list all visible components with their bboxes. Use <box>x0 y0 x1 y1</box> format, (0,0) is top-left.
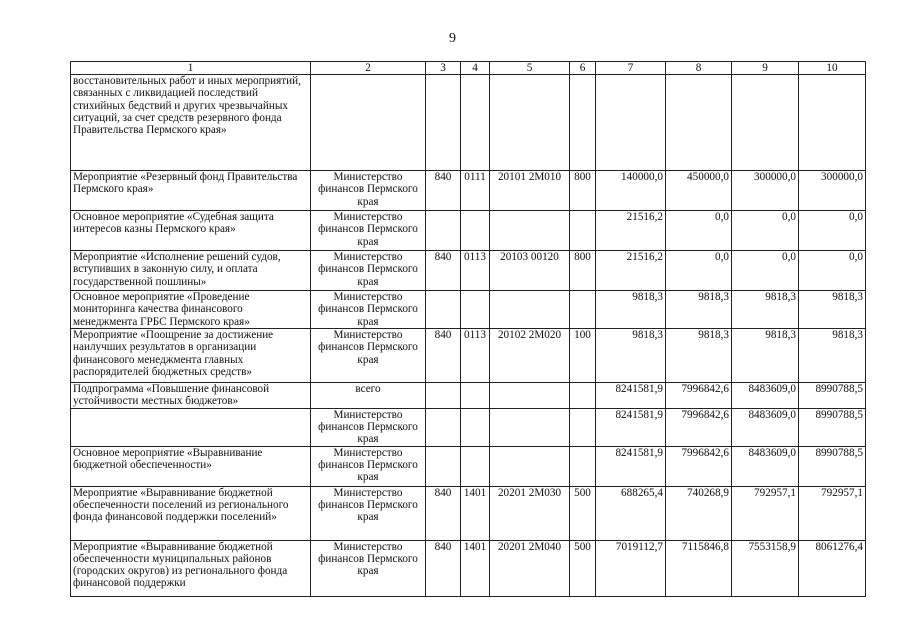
table-cell-col2 <box>311 75 426 171</box>
table-cell-col9: 8483609,0 <box>732 446 799 486</box>
table-row <box>71 211 866 251</box>
table-cell-col1: Мероприятие «Исполнение решений судов, вступивших в законную силу, и оплата государственной пошлины» <box>71 251 311 291</box>
table-cell-col9: 9818,3 <box>732 291 799 329</box>
table-cell-col6: 500 <box>570 540 596 596</box>
table-cell-col3 <box>426 383 461 409</box>
table-row <box>71 251 866 291</box>
table-cell-col7: 9818,3 <box>596 291 666 329</box>
table-cell-col5: 20103 00120 <box>490 251 570 291</box>
table-row <box>71 446 866 486</box>
table-cell-col4 <box>461 383 490 409</box>
header-cell: 9 <box>732 62 799 75</box>
table-cell-col7: 140000,0 <box>596 171 666 211</box>
table-cell-col10: 8990788,5 <box>799 446 866 486</box>
header-cell: 2 <box>311 62 426 75</box>
page-number: 9 <box>449 31 456 46</box>
table-row <box>71 486 866 540</box>
table-cell-col7: 8241581,9 <box>596 408 666 446</box>
table-cell-col6 <box>570 408 596 446</box>
table-cell-col4: 0113 <box>461 251 490 291</box>
table-row <box>71 171 866 211</box>
header-cell: 5 <box>490 62 570 75</box>
table-cell-col1: Подпрограмма «Повышение финансовой устойчивости местных бюджетов» <box>71 383 311 409</box>
table-cell-col4: 0111 <box>461 171 490 211</box>
table-cell-col6: 800 <box>570 171 596 211</box>
table-cell-col7: 8241581,9 <box>596 383 666 409</box>
table-cell-col6 <box>570 446 596 486</box>
header-cell: 8 <box>666 62 732 75</box>
table-cell-col8: 7996842,6 <box>666 383 732 409</box>
table-cell-col3: 840 <box>426 171 461 211</box>
table-cell-col10: 0,0 <box>799 251 866 291</box>
table-cell-col2: Министерство финансов Пермского края <box>311 291 426 329</box>
table-cell-col8: 7996842,6 <box>666 446 732 486</box>
table-cell-col7: 21516,2 <box>596 251 666 291</box>
table-cell-col10: 300000,0 <box>799 171 866 211</box>
table-cell-col5 <box>490 211 570 251</box>
table-cell-col9: 9818,3 <box>732 329 799 383</box>
table-cell-col7: 21516,2 <box>596 211 666 251</box>
table-cell-col6 <box>570 383 596 409</box>
table-cell-col9: 8483609,0 <box>732 408 799 446</box>
table-cell-col3 <box>426 211 461 251</box>
table-cell-col7 <box>596 75 666 171</box>
table-cell-col9 <box>732 75 799 171</box>
table-cell-col10: 792957,1 <box>799 486 866 540</box>
table-cell-col5: 20102 2М020 <box>490 329 570 383</box>
table-cell-col3 <box>426 446 461 486</box>
table-cell-col2: Министерство финансов Пермского края <box>311 329 426 383</box>
table-cell-col1: Мероприятие «Выравнивание бюджетной обеспеченности муниципальных районов (городских округов) из регионального фонда финансовой поддержки <box>71 540 311 596</box>
table-cell-col7: 8241581,9 <box>596 446 666 486</box>
table-cell-col7: 688265,4 <box>596 486 666 540</box>
table-cell-col6: 100 <box>570 329 596 383</box>
table-cell-col3: 840 <box>426 251 461 291</box>
table-cell-col6 <box>570 291 596 329</box>
table-cell-col9: 792957,1 <box>732 486 799 540</box>
table-cell-col10 <box>799 75 866 171</box>
table-cell-col8: 9818,3 <box>666 291 732 329</box>
table-cell-col1 <box>71 408 311 446</box>
table-cell-col8: 450000,0 <box>666 171 732 211</box>
table-cell-col10: 8990788,5 <box>799 408 866 446</box>
table-cell-col4: 1401 <box>461 486 490 540</box>
table-cell-col7: 7019112,7 <box>596 540 666 596</box>
table-row <box>71 408 866 446</box>
table-cell-col5 <box>490 75 570 171</box>
table-cell-col4 <box>461 75 490 171</box>
table-cell-col9: 8483609,0 <box>732 383 799 409</box>
table-cell-col3: 840 <box>426 486 461 540</box>
table-cell-col1: восстановительных работ и иных мероприятий, связанных с ликвидацией последствий стихийных бедствий и других чрезвычайных ситуаций, за счет средств резервного фонда Правительства Пермского края» <box>71 75 311 171</box>
table-cell-col1: Основное мероприятие «Судебная защита интересов казны Пермского края» <box>71 211 311 251</box>
table-cell-col5: 20201 2М040 <box>490 540 570 596</box>
table-cell-col10: 9818,3 <box>799 329 866 383</box>
table-row <box>71 540 866 596</box>
table-cell-col10: 9818,3 <box>799 291 866 329</box>
header-cell: 7 <box>596 62 666 75</box>
table-cell-col10: 0,0 <box>799 211 866 251</box>
table-cell-col4: 1401 <box>461 540 490 596</box>
table-cell-col8: 7115846,8 <box>666 540 732 596</box>
table-cell-col3 <box>426 408 461 446</box>
table-cell-col2: всего <box>311 383 426 409</box>
table-cell-col4 <box>461 211 490 251</box>
table-cell-col1: Мероприятие «Выравнивание бюджетной обеспеченности поселений из регионального фонда финансовой поддержки поселений» <box>71 486 311 540</box>
header-cell: 3 <box>426 62 461 75</box>
table-cell-col5 <box>490 408 570 446</box>
table-cell-col1: Основное мероприятие «Проведение мониторинга качества финансового менеджмента ГРБС Пермского края» <box>71 291 311 329</box>
header-row <box>71 62 866 75</box>
table-cell-col3 <box>426 75 461 171</box>
table-cell-col4 <box>461 408 490 446</box>
table-cell-col10: 8061276,4 <box>799 540 866 596</box>
table-cell-col2: Министерство финансов Пермского края <box>311 211 426 251</box>
budget-table <box>70 61 866 597</box>
table-cell-col3: 840 <box>426 540 461 596</box>
header-cell: 6 <box>570 62 596 75</box>
table-cell-col5 <box>490 291 570 329</box>
table-cell-col7: 9818,3 <box>596 329 666 383</box>
table-cell-col1: Мероприятие «Поощрение за достижение наилучших результатов в организации финансового менеджмента главных распорядителей бюджетных средств» <box>71 329 311 383</box>
table-row <box>71 75 866 171</box>
table-cell-col4 <box>461 446 490 486</box>
header-cell: 1 <box>71 62 311 75</box>
table-row <box>71 383 866 409</box>
table-cell-col5: 20201 2М030 <box>490 486 570 540</box>
table-cell-col10: 8990788,5 <box>799 383 866 409</box>
table-cell-col6 <box>570 75 596 171</box>
table-row <box>71 291 866 329</box>
table-cell-col9: 300000,0 <box>732 171 799 211</box>
table-cell-col8 <box>666 75 732 171</box>
table-cell-col2: Министерство финансов Пермского края <box>311 251 426 291</box>
table-cell-col9: 0,0 <box>732 211 799 251</box>
table-cell-col1: Основное мероприятие «Выравнивание бюджетной обеспеченности» <box>71 446 311 486</box>
table-cell-col5 <box>490 446 570 486</box>
table-cell-col5 <box>490 383 570 409</box>
table-cell-col8: 0,0 <box>666 251 732 291</box>
table-cell-col5: 20101 2М010 <box>490 171 570 211</box>
table-cell-col8: 740268,9 <box>666 486 732 540</box>
table-cell-col2: Министерство финансов Пермского края <box>311 171 426 211</box>
table-cell-col3: 840 <box>426 329 461 383</box>
table-cell-col2: Министерство финансов Пермского края <box>311 540 426 596</box>
table-cell-col4: 0113 <box>461 329 490 383</box>
table-cell-col2: Министерство финансов Пермского края <box>311 486 426 540</box>
table-cell-col6: 800 <box>570 251 596 291</box>
table-cell-col1: Мероприятие «Резервный фонд Правительства Пермского края» <box>71 171 311 211</box>
header-cell: 10 <box>799 62 866 75</box>
table-cell-col4 <box>461 291 490 329</box>
table-cell-col3 <box>426 291 461 329</box>
table-cell-col8: 9818,3 <box>666 329 732 383</box>
table-cell-col9: 0,0 <box>732 251 799 291</box>
header-cell: 4 <box>461 62 490 75</box>
table-cell-col8: 0,0 <box>666 211 732 251</box>
table-cell-col9: 7553158,9 <box>732 540 799 596</box>
table-cell-col2: Министерство финансов Пермского края <box>311 446 426 486</box>
table-cell-col8: 7996842,6 <box>666 408 732 446</box>
table-cell-col2: Министерство финансов Пермского края <box>311 408 426 446</box>
table-row <box>71 329 866 383</box>
table-cell-col6: 500 <box>570 486 596 540</box>
table-cell-col6 <box>570 211 596 251</box>
